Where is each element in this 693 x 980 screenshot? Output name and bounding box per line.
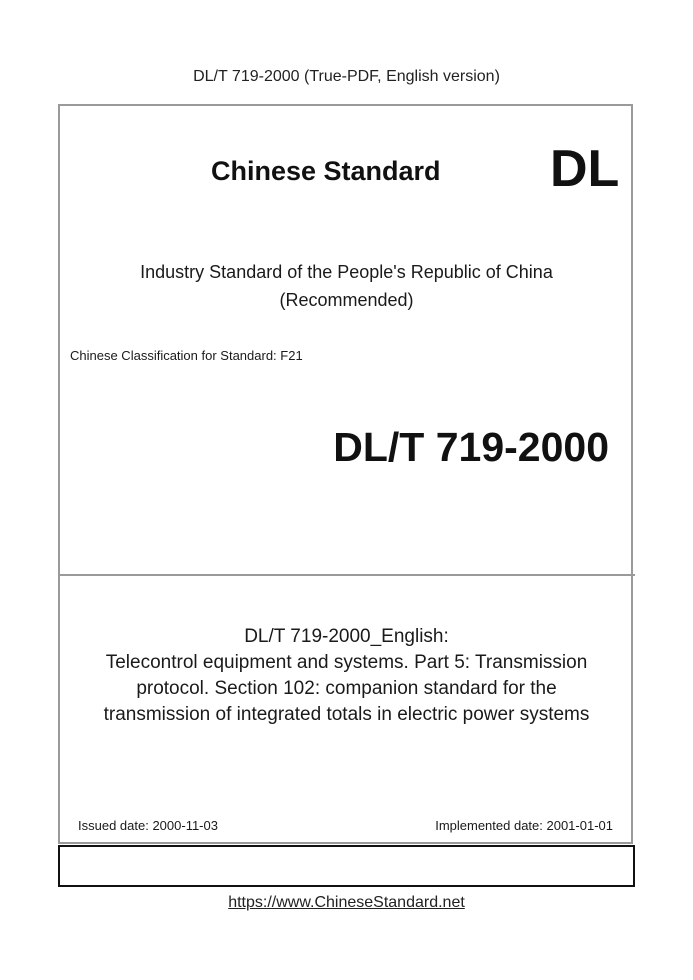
implemented-date: Implemented date: 2001-01-01: [435, 818, 613, 833]
cover-frame: [58, 104, 633, 844]
classification-label: Chinese Classification for Standard: F21: [70, 348, 303, 363]
section-divider: [58, 574, 635, 576]
issued-date: Issued date: 2000-11-03: [78, 818, 218, 833]
title-line: protocol. Section 102: companion standard for the: [136, 678, 557, 699]
footer-box: [58, 845, 635, 887]
industry-line-1: Industry Standard of the People's Republic of China: [140, 262, 553, 282]
document-header-title: DL/T 719-2000 (True-PDF, English version): [193, 68, 500, 85]
title-line: transmission of integrated totals in electric power systems: [103, 704, 590, 725]
standard-code-prefix: DL: [550, 140, 620, 198]
brand-heading: Chinese Standard: [211, 156, 441, 186]
title-line: Telecontrol equipment and systems. Part 5: Transmission: [105, 652, 588, 673]
website-link[interactable]: https://www.ChineseStandard.net: [228, 894, 465, 911]
standard-number: DL/T 719-2000: [333, 424, 609, 470]
industry-standard-caption: [58, 258, 635, 314]
industry-line-2: (Recommended): [279, 290, 414, 310]
standard-title-block: [58, 624, 635, 728]
title-line: DL/T 719-2000_English:: [244, 626, 449, 647]
